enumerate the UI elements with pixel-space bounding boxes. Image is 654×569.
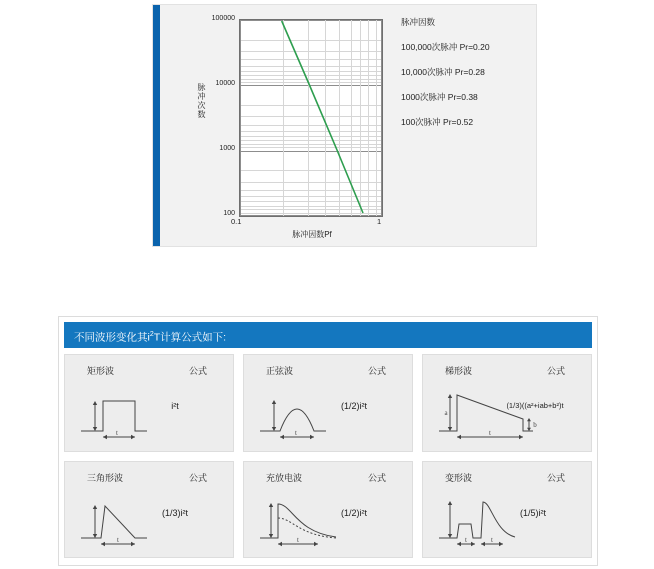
deformed-wave-icon: [431, 488, 523, 550]
waveform-name: 矩形波: [87, 366, 115, 376]
table-header: [64, 322, 592, 348]
reading-row-2: 10,000次脉冲 Pr=0.28: [401, 67, 485, 77]
waveform-formula: (1/3)((a²+iab+b²)t: [506, 401, 564, 410]
chart-readings: [401, 17, 529, 142]
waveform-name: 充放电波: [266, 472, 303, 483]
waveform-cell-charge: [243, 461, 413, 559]
charge-wave-icon: [252, 488, 344, 550]
table-header-sup: 2: [149, 331, 154, 338]
formula-label: 公式: [367, 472, 386, 483]
accent-bar: [153, 5, 160, 246]
y-tick-1000: 1000: [219, 145, 235, 152]
waveform-cells: [64, 354, 592, 558]
waveform-cell-triangle: [64, 461, 234, 559]
formula-label: 公式: [546, 366, 565, 376]
trapezoid-wave-icon: [431, 381, 541, 443]
x-tick-0-1: 0.1: [231, 217, 242, 226]
waveform-name: 三角形波: [87, 472, 124, 483]
waveform-cell-deformed: [422, 461, 592, 559]
table-header-suffix: T计算公式如下:: [153, 331, 227, 344]
readings-title: 脉冲因数: [401, 17, 436, 27]
svg-text:t: t: [116, 429, 118, 437]
formula-label: 公式: [188, 472, 207, 483]
svg-text:t: t: [297, 535, 299, 544]
svg-text:t: t: [489, 429, 491, 437]
sine-wave-icon: [252, 381, 332, 443]
waveform-formula: (1/3)i²t: [161, 507, 188, 518]
waveform-name: 梯形波: [445, 366, 473, 376]
formula-label: 公式: [546, 472, 565, 483]
table-header-prefix: 不同波形变化其i: [74, 331, 150, 344]
rect-wave-icon: [73, 381, 153, 443]
y-tick-100000: 100000: [211, 15, 235, 22]
waveform-formula: (1/2)i²t: [340, 507, 367, 518]
triangle-wave-icon: [73, 488, 153, 550]
svg-text:t: t: [491, 535, 493, 544]
formula-label: 公式: [367, 366, 386, 376]
chart-panel: [152, 4, 537, 247]
y-tick-10000: 10000: [215, 80, 235, 87]
series-line: [239, 19, 381, 215]
svg-text:b: b: [533, 421, 537, 429]
formula-label: 公式: [188, 366, 207, 376]
y-axis-label: 脉冲次数: [197, 83, 206, 119]
plot-card: [197, 13, 387, 238]
waveform-cell-trapezoid: [422, 354, 592, 452]
waveform-formula: i²t: [171, 401, 179, 411]
waveform-table: [58, 316, 598, 566]
waveform-cell-rect: [64, 354, 234, 452]
waveform-name: 变形波: [445, 472, 473, 483]
svg-text:t: t: [465, 535, 467, 544]
svg-text:t: t: [117, 535, 119, 544]
waveform-name: 正弦波: [266, 366, 294, 376]
waveform-formula: (1/5)i²t: [519, 507, 546, 518]
reading-row-4: 100次脉冲 Pr=0.52: [401, 117, 474, 127]
y-tick-100: 100: [223, 210, 235, 217]
waveform-cell-sine: [243, 354, 413, 452]
svg-text:t: t: [295, 429, 297, 437]
reading-row-3: 1000次脉冲 Pr=0.38: [401, 92, 478, 102]
svg-text:a: a: [444, 409, 448, 417]
reading-row-1: 100,000次脉冲 Pr=0.20: [401, 42, 490, 52]
x-tick-1: 1: [377, 217, 382, 226]
x-axis-label: 脉冲因数Pf: [292, 230, 332, 239]
waveform-formula: (1/2)i²t: [340, 401, 367, 411]
